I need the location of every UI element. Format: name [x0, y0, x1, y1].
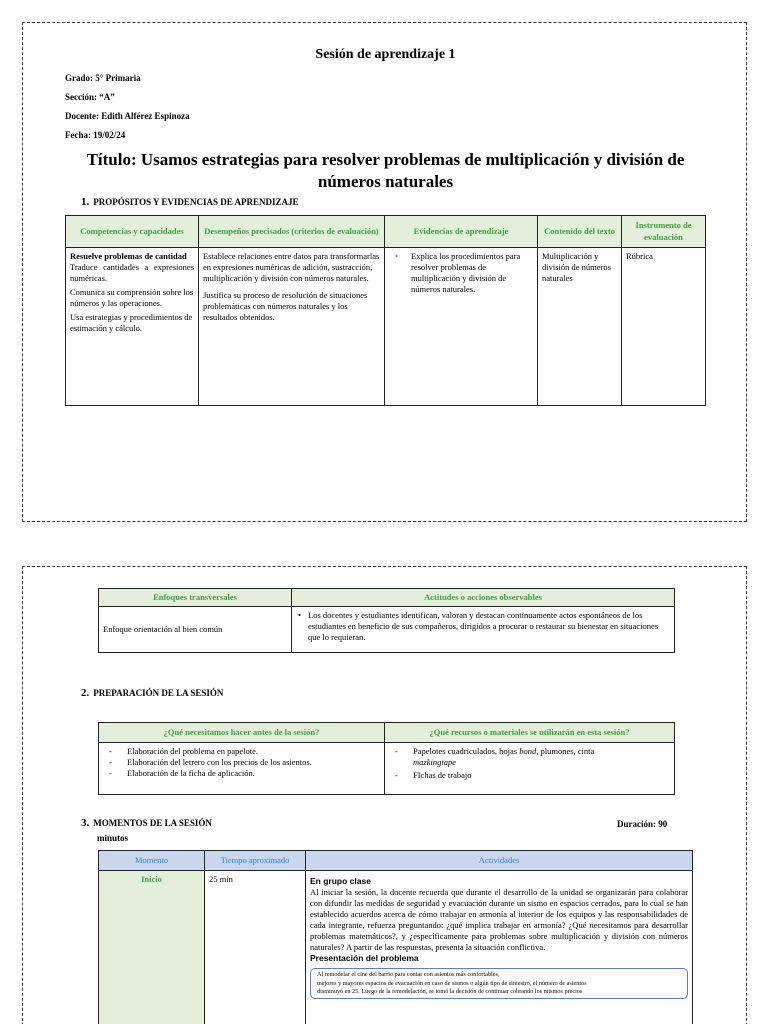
contenido-cell: Multiplicación y división de números naturales: [538, 248, 622, 406]
main-title: Título: Usamos estrategias para resolver problemas de multiplicación y división de números naturales: [86, 150, 685, 191]
antes-item-2: - Elaboración del letrero con los precios de los asientos.: [103, 757, 380, 768]
header-antes-sesion: ¿Qué necesitamos hacer antes de la sesión?: [99, 723, 385, 743]
antes-item-3: - Elaboración de la ficha de aplicación.: [103, 768, 380, 779]
document-page-1: [22, 22, 747, 522]
inicio-description: Al iniciar la sesión, la docente recuerda que durante el desarrollo de la unidad se organizarán para colaborar con difundir las medidas de seguridad y evacuación durante un sismo en espacios cerrados, para lo cual se han establecido acuerdos acerca de cómo trabajar en armonía al interior de los equipos y las responsabilidades de cada integrante, refuerza preguntando: ¿qué implica trabajar en armonía? ¿Qué necesitamos para desarrollar problemas matemáticos?, y ¿específicamente para problemas sobre multiplicación y división con números naturales? A partir de las respuestas, presenta la situación conflictiva.: [310, 887, 688, 953]
momentos-table: [98, 850, 693, 1024]
problem-box: Al remodelar el cine del barrio para contar con asientos más confortables, mejores y mayores espacios de evacuación en caso de sismos o algún tipo de siniestro, el número de asientos disminuyó en 25. Luego de la remodelación, se tomó la decisión de continuar cobrando los mismos precios: [310, 968, 688, 999]
header-evidencias: Evidencias de aprendizaje: [385, 216, 538, 248]
fecha-label: Fecha: 19/02/24: [65, 130, 126, 140]
section-2-heading: 2. PREPARACIÓN DE LA SESIÓN: [81, 687, 224, 699]
tiempo-cell: 25 min: [205, 871, 306, 1024]
capacidad-2: Comunica su comprensión sobre los números y las operaciones.: [70, 287, 194, 309]
grupo-clase-heading: En grupo clase: [310, 876, 371, 886]
enfoque-cell: Enfoque orientación al bien común: [99, 607, 292, 653]
capacidad-1: Traduce cantidades a expresiones numéricas.: [70, 262, 194, 284]
momento-inicio: Inicio: [99, 871, 205, 1024]
recurso-item-2: - FIchas de trabajo: [389, 770, 670, 781]
desempeno-1: Establece relaciones entre datos para transformarlas en expresiones numéricas de adición, sustracción, multiplicación y división con números naturales.: [203, 251, 380, 284]
document-page-2: [22, 566, 747, 1024]
header-enfoques: Enfoques transversales: [99, 589, 292, 607]
duracion-label: Duración: 90: [617, 819, 668, 829]
header-recursos: ¿Qué recursos o materiales se utilizarán en esta sesión?: [385, 723, 675, 743]
evidencias-cell: [385, 248, 538, 406]
header-actitudes: Actitudes o acciones observables: [292, 589, 675, 607]
presentacion-heading: Presentación del problema: [310, 953, 419, 964]
preparacion-table: [98, 722, 675, 795]
header-desempenos: Desempeños precisados (criterios de evaluación): [199, 216, 385, 248]
header-competencias: Competencias y capacidades: [66, 216, 199, 248]
minutos-label: minutos: [97, 833, 129, 843]
desempeno-2: Justifica su proceso de resolución de situaciones problemáticas con números naturales y los resultados obtenidos.: [203, 290, 368, 323]
capacidad-3: Usa estrategias y procedimientos de estimación y cálculo.: [70, 312, 193, 334]
evidencia-item: • Explica los procedimientos para resolver problemas de multiplicación y división de números naturales.: [395, 251, 533, 295]
enfoques-table: [98, 588, 675, 653]
header-actividades: Actividades: [306, 851, 693, 871]
antes-cell: [99, 743, 385, 795]
competencia-title: Resuelve problemas de cantidad: [70, 251, 187, 261]
seccion-label: Sección: “A”: [65, 92, 115, 102]
header-instrumento: Instrumento de evaluación: [622, 216, 706, 248]
instrumento-cell: Rúbrica: [622, 248, 706, 406]
actitud-item: • Los docentes y estudiantes identifican, valoran y destacan continuamente actos espontáneos de los estudiantes en beneficio de sus compañeros, dirigidos a procurar o restaurar su bienestar en situaciones que lo requieran.: [298, 610, 670, 643]
docente-label: Docente: Edith Alférez Espinoza: [65, 111, 190, 121]
section-1-heading: 1. PROPÓSITOS Y EVIDENCIAS DE APRENDIZAJE: [81, 196, 299, 208]
antes-item-1: - Elaboración del problema en papelote.: [103, 746, 380, 757]
header-momento: Momento: [99, 851, 205, 871]
recurso-item-1: - Papelotes cuadriculados, hojas bond, plumones, cinta mazkingtape: [389, 746, 670, 768]
competencias-cell: [66, 248, 199, 406]
propositos-table: [65, 215, 706, 406]
actividades-cell: [306, 871, 693, 1024]
header-tiempo: Tiempo aproximado: [205, 851, 306, 871]
session-title: Sesión de aprendizaje 1: [315, 47, 456, 62]
section-3-heading: 3. MOMENTOS DE LA SESIÓN: [81, 817, 212, 829]
header-contenido: Contenido del texto: [538, 216, 622, 248]
actitudes-cell: [292, 607, 675, 653]
recursos-cell: [385, 743, 675, 795]
grado-label: Grado: 5° Primaria: [65, 73, 141, 83]
desempenos-cell: [199, 248, 385, 406]
